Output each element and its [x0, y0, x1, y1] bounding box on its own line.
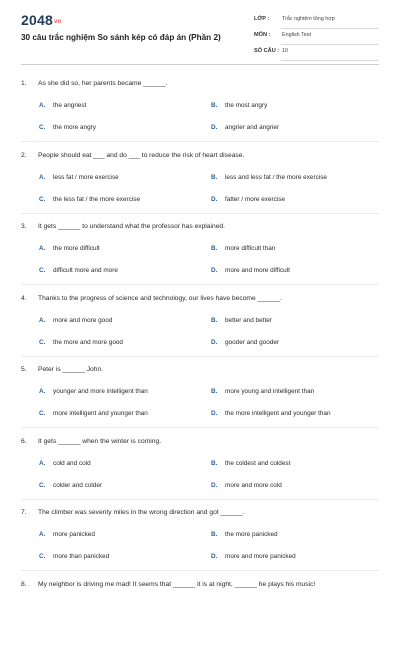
question-list [0, 78, 400, 650]
option-text: the angriest [53, 102, 86, 109]
question-divider [21, 570, 379, 571]
option-text: more difficult than [225, 245, 275, 252]
option-letter: D. [211, 553, 225, 560]
logo-suffix: vn [54, 19, 61, 25]
question-divider [21, 141, 379, 142]
question-text: Peter is ______ John. [38, 366, 103, 373]
option-letter: C. [39, 410, 53, 417]
option-letter: A. [39, 531, 53, 538]
option-text: more and more panicked [225, 553, 296, 560]
meta-underline [281, 44, 378, 45]
option-letter: B. [211, 388, 225, 395]
option-text: the more panicked [225, 531, 278, 538]
option-text: more young and intelligent than [225, 388, 314, 395]
option-text: the less fat / the more exercise [53, 196, 140, 203]
meta-row-subject [254, 30, 378, 46]
question-item [0, 150, 400, 222]
option-text: more panicked [53, 531, 95, 538]
question-stem [21, 152, 244, 159]
answer-option-d[interactable] [211, 124, 279, 131]
question-stem [21, 295, 282, 302]
option-text: more than panicked [53, 553, 109, 560]
header-divider [21, 64, 379, 65]
answer-option-d[interactable] [211, 267, 290, 274]
option-text: less fat / more exercise [53, 174, 119, 181]
answer-option-a[interactable] [39, 102, 86, 109]
answer-option-a[interactable] [39, 317, 112, 324]
question-number: 2. [21, 152, 38, 159]
meta-value: 10 [282, 48, 288, 54]
question-number: 6. [21, 438, 38, 445]
question-item [0, 221, 400, 293]
question-number: 5. [21, 366, 38, 373]
logo-text: 2048 [21, 12, 53, 28]
answer-option-a[interactable] [39, 245, 100, 252]
option-text: the more angry [53, 124, 96, 131]
option-letter: C. [39, 124, 53, 131]
question-number: 4. [21, 295, 38, 302]
meta-underline [281, 60, 378, 61]
option-letter: D. [211, 267, 225, 274]
option-text: less and less fat / the more exercise [225, 174, 327, 181]
page-header [0, 0, 400, 72]
option-letter: C. [39, 482, 53, 489]
answer-option-d[interactable] [211, 553, 296, 560]
option-text: difficult more and more [53, 267, 118, 274]
option-text: gooder and gooder [225, 339, 279, 346]
question-number: 8. [21, 581, 38, 588]
question-divider [21, 356, 379, 357]
question-stem [21, 581, 315, 588]
option-letter: B. [211, 174, 225, 181]
option-letter: B. [211, 245, 225, 252]
question-text: Thanks to the progress of science and technology, our lives have become ______. [38, 295, 282, 302]
option-letter: D. [211, 482, 225, 489]
option-letter: D. [211, 410, 225, 417]
option-text: better and better [225, 317, 272, 324]
meta-row-count [254, 46, 378, 62]
option-letter: B. [211, 460, 225, 467]
option-letter: A. [39, 174, 53, 181]
question-stem [21, 509, 245, 516]
question-text: As she did so, her parents became ______. [38, 80, 167, 87]
meta-value: English Test [282, 32, 311, 38]
answer-option-b[interactable] [211, 102, 267, 109]
answer-option-b[interactable] [211, 245, 275, 252]
meta-key: LỚP : [254, 16, 269, 22]
question-item [0, 436, 400, 508]
meta-underline [281, 28, 378, 29]
question-text: It gets ______ to understand what the professor has explained. [38, 223, 225, 230]
option-letter: C. [39, 339, 53, 346]
answer-option-c[interactable] [39, 196, 140, 203]
answer-option-c[interactable] [39, 124, 96, 131]
answer-option-d[interactable] [211, 410, 331, 417]
question-divider [21, 213, 379, 214]
question-stem [21, 438, 161, 445]
option-letter: B. [211, 317, 225, 324]
answer-option-a[interactable] [39, 388, 148, 395]
question-stem [21, 366, 103, 373]
question-number: 7. [21, 509, 38, 516]
question-text: People should eat ___ and do ___ to reduce the risk of heart disease. [38, 152, 244, 159]
answer-option-b[interactable] [211, 460, 290, 467]
option-text: younger and more intelligent than [53, 388, 148, 395]
answer-option-b[interactable] [211, 174, 327, 181]
option-letter: A. [39, 102, 53, 109]
option-letter: A. [39, 460, 53, 467]
answer-option-d[interactable] [211, 339, 279, 346]
answer-option-a[interactable] [39, 531, 95, 538]
answer-option-c[interactable] [39, 553, 109, 560]
option-letter: C. [39, 553, 53, 560]
document-title: 30 câu trắc nghiệm So sánh kép có đáp án (Phần 2) [21, 33, 221, 42]
option-text: fatter / more exercise [225, 196, 285, 203]
site-logo[interactable] [21, 12, 61, 28]
answer-option-d[interactable] [211, 196, 285, 203]
answer-option-b[interactable] [211, 388, 314, 395]
meta-panel [254, 14, 378, 62]
option-letter: D. [211, 196, 225, 203]
option-text: the more and more good [53, 339, 123, 346]
question-divider [21, 427, 379, 428]
option-text: colder and colder [53, 482, 102, 489]
question-item [0, 507, 400, 579]
meta-row-class [254, 14, 378, 30]
option-letter: B. [211, 531, 225, 538]
option-letter: D. [211, 124, 225, 131]
answer-option-a[interactable] [39, 460, 91, 467]
question-item [0, 364, 400, 436]
answer-option-c[interactable] [39, 410, 148, 417]
option-text: more and more cold [225, 482, 282, 489]
question-stem [21, 223, 225, 230]
meta-key: SỐ CÂU : [254, 48, 279, 54]
answer-option-b[interactable] [211, 317, 272, 324]
option-text: more intelligent and younger than [53, 410, 148, 417]
option-text: the more difficult [53, 245, 100, 252]
option-letter: D. [211, 339, 225, 346]
meta-value: Trắc nghiệm tổng hợp [282, 16, 335, 22]
question-divider [21, 284, 379, 285]
option-text: cold and cold [53, 460, 91, 467]
option-text: more and more good [53, 317, 112, 324]
meta-key: MÔN : [254, 32, 270, 38]
answer-option-b[interactable] [211, 531, 278, 538]
option-letter: A. [39, 388, 53, 395]
answer-option-c[interactable] [39, 267, 118, 274]
question-item [0, 78, 400, 150]
option-text: the most angry [225, 102, 267, 109]
question-text: The climber was seventy miles in the wrong direction and got ______. [38, 509, 245, 516]
question-text: It gets ______ when the winter is coming. [38, 438, 161, 445]
option-letter: A. [39, 317, 53, 324]
option-text: more and more difficult [225, 267, 290, 274]
answer-option-d[interactable] [211, 482, 282, 489]
question-item [0, 579, 400, 650]
option-letter: C. [39, 196, 53, 203]
question-item [0, 293, 400, 365]
question-stem [21, 80, 167, 87]
question-divider [21, 499, 379, 500]
question-number: 3. [21, 223, 38, 230]
question-text: My neighbor is driving me mad! It seems that ______ it is at night, ______ he plays his music! [38, 581, 315, 588]
answer-option-c[interactable] [39, 339, 123, 346]
option-text: angrier and angrier [225, 124, 279, 131]
option-letter: B. [211, 102, 225, 109]
option-letter: A. [39, 245, 53, 252]
option-text: the more intelligent and younger than [225, 410, 331, 417]
answer-option-a[interactable] [39, 174, 119, 181]
question-number: 1. [21, 80, 38, 87]
option-text: the coldest and coldest [225, 460, 290, 467]
answer-option-c[interactable] [39, 482, 102, 489]
option-letter: C. [39, 267, 53, 274]
